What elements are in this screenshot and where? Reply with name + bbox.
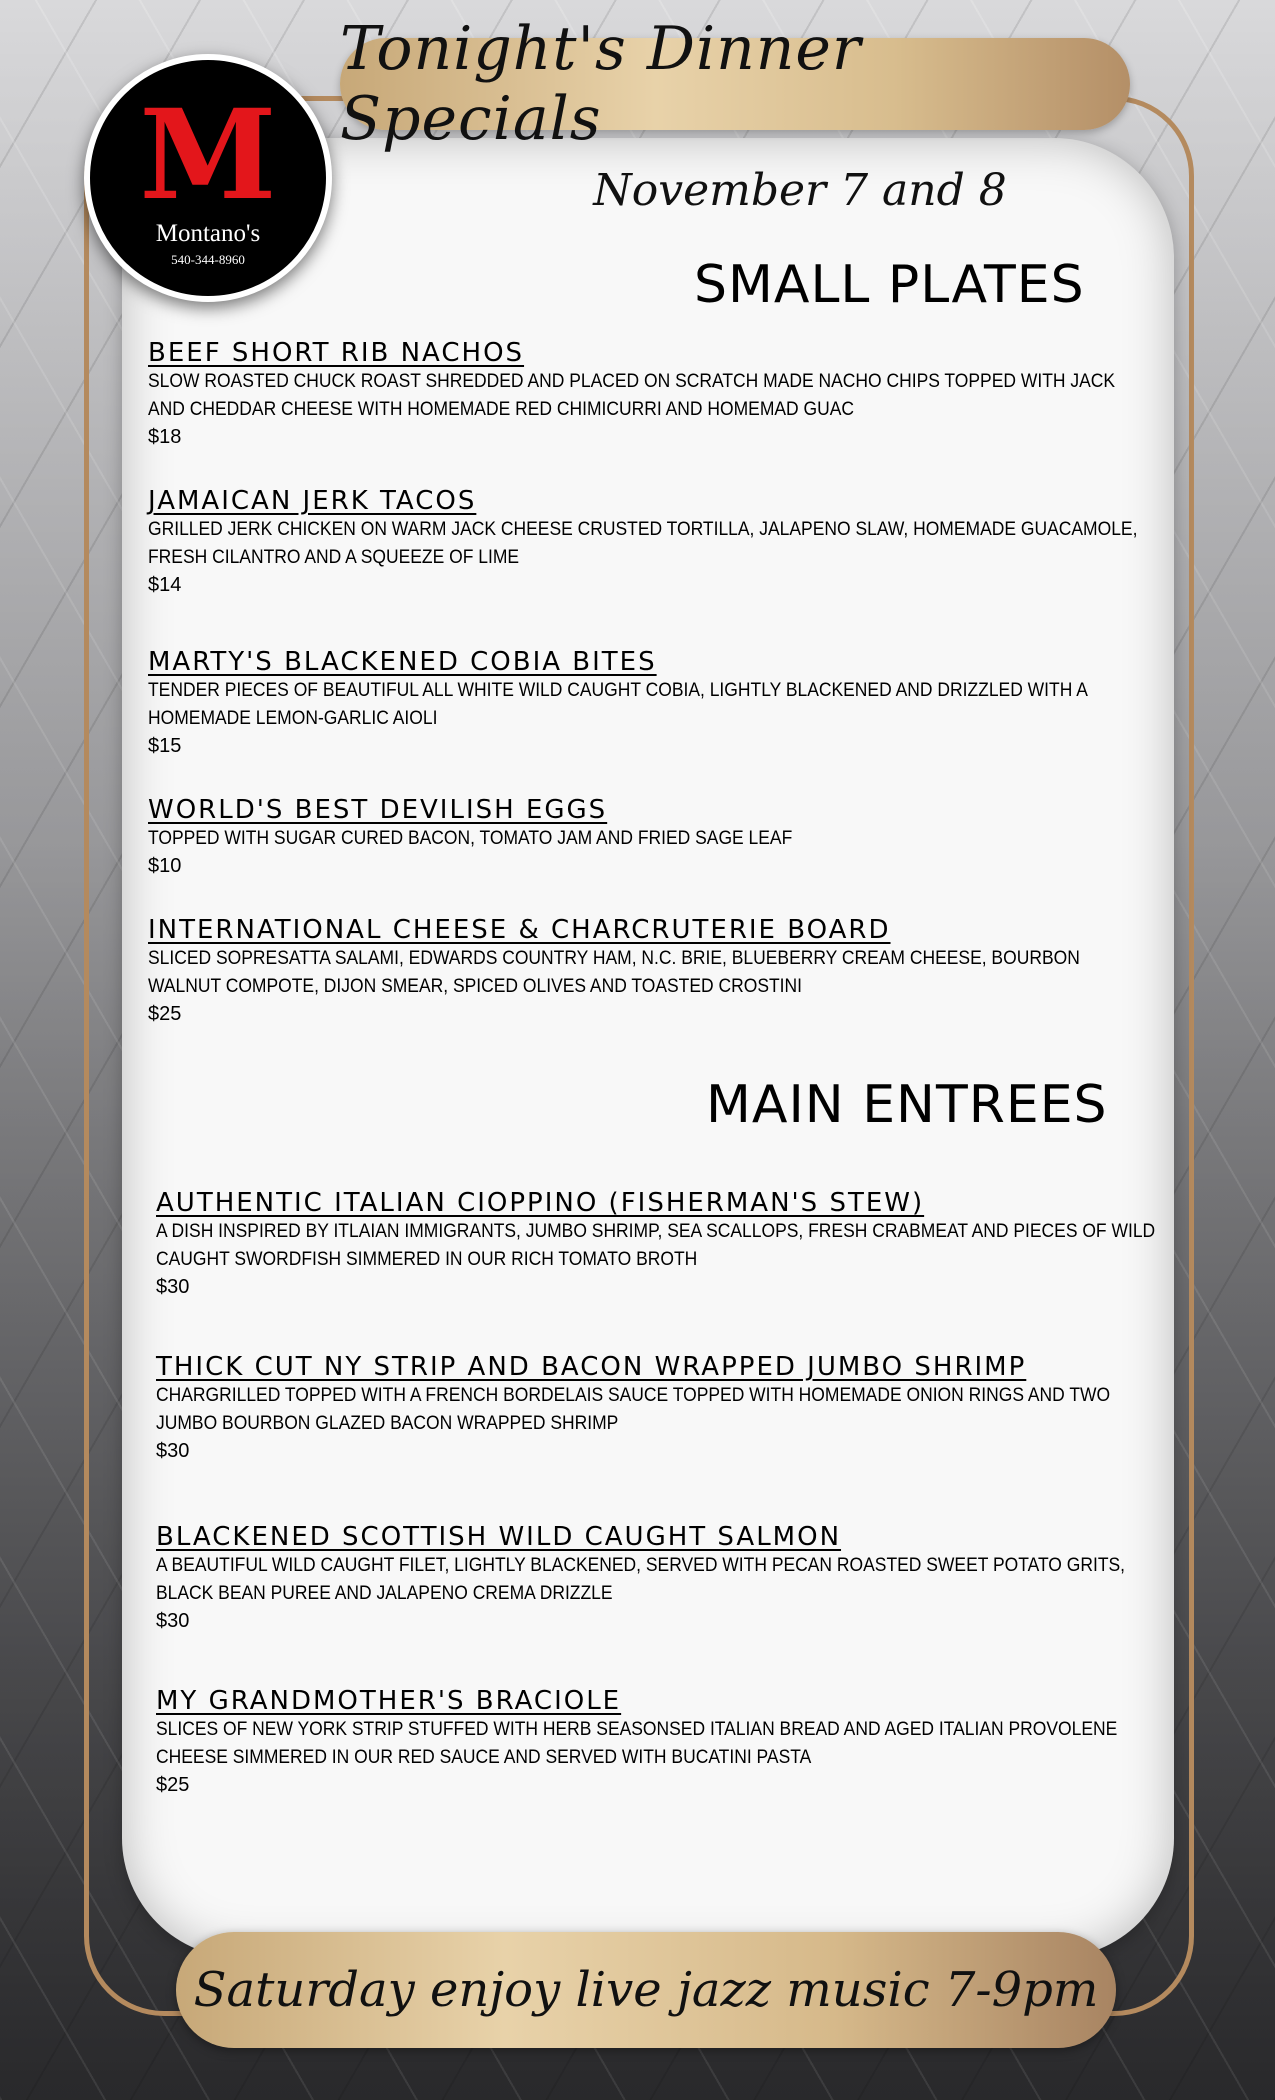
item-name: BLACKENED SCOTTISH WILD CAUGHT SALMON [156,1522,842,1552]
footer-text: Saturday enjoy live jazz music 7-9pm [193,1962,1099,2018]
item-description: SLOW ROASTED CHUCK ROAST SHREDDED AND PLACED ON SCRATCH MADE NACHO CHIPS TOPPED WITH JACK AND CHEDDAR CHEESE WITH HOMEMADE RED CHIMICURRI AND HOMEMAD GUAC [148,371,1116,420]
menu-item [148,338,1158,449]
item-name: MY GRANDMOTHER'S BRACIOLE [156,1686,622,1716]
footer-banner [176,1932,1116,2048]
item-price: $30 [156,1276,190,1298]
menu-item [156,1188,1166,1299]
item-price: $30 [156,1610,190,1632]
menu-item [148,795,1158,878]
item-description: TENDER PIECES OF BEAUTIFUL ALL WHITE WILD CAUGHT COBIA, LIGHTLY BLACKENED AND DRIZZLED WITH A HOMEMADE LEMON-GARLIC AIOLI [148,680,1087,729]
menu-item [156,1686,1166,1797]
menu-item [156,1352,1166,1463]
item-name: WORLD'S BEST DEVILISH EGGS [148,795,608,825]
item-description: A DISH INSPIRED BY ITLAIAN IMMIGRANTS, JUMBO SHRIMP, SEA SCALLOPS, FRESH CRABMEAT AND PIECES OF WILD CAUGHT SWORDFISH SIMMERED IN OUR RICH TOMATO BROTH [156,1221,1156,1270]
item-name: BEEF SHORT RIB NACHOS [148,338,525,368]
page-title: Tonight's Dinner Specials [340,14,862,154]
item-price: $18 [148,426,182,448]
menu-date: November 7 and 8 [593,165,1007,216]
item-description: A BEAUTIFUL WILD CAUGHT FILET, LIGHTLY BLACKENED, SERVED WITH PECAN ROASTED SWEET POTATO GRITS, BLACK BEAN PUREE AND JALAPENO CREMA DRIZZLE [156,1555,1126,1604]
item-price: $25 [148,1003,182,1025]
item-description: TOPPED WITH SUGAR CURED BACON, TOMATO JAM AND FRIED SAGE LEAF [148,828,793,849]
item-price: $10 [148,855,182,877]
menu-item [148,915,1158,1026]
item-name: AUTHENTIC ITALIAN CIOPPINO (FISHERMAN'S STEW) [156,1188,925,1218]
item-description: SLICED SOPRESATTA SALAMI, EDWARDS COUNTRY HAM, N.C. BRIE, BLUEBERRY CREAM CHEESE, BOURBON WALNUT COMPOTE, DIJON SMEAR, SPICED OLIVES AND TOASTED CROSTINI [148,948,1080,997]
item-description: CHARGRILLED TOPPED WITH A FRENCH BORDELAIS SAUCE TOPPED WITH HOMEMADE ONION RINGS AND TWO JUMBO BOURBON GLAZED BACON WRAPPED SHRIMP [156,1385,1111,1434]
section-heading-small-plates: SMALL PLATES [694,255,1085,315]
item-price: $14 [148,574,182,596]
item-name: MARTY'S BLACKENED COBIA BITES [148,647,657,677]
item-price: $25 [156,1774,190,1796]
item-price: $15 [148,735,182,757]
menu-item [148,486,1158,597]
section-heading-main-entrees: MAIN ENTREES [706,1075,1108,1135]
menu-item [148,647,1158,758]
logo-name: Montano's [155,220,261,247]
menu-item [156,1522,1166,1633]
item-name: JAMAICAN JERK TACOS [148,486,477,516]
item-description: GRILLED JERK CHICKEN ON WARM JACK CHEESE CRUSTED TORTILLA, JALAPENO SLAW, HOMEMADE GUACAMOLE, FRESH CILANTRO AND A SQUEEZE OF LIME [148,519,1138,568]
item-name: THICK CUT NY STRIP AND BACON WRAPPED JUMBO SHRIMP [156,1352,1027,1382]
title-banner [340,14,1130,154]
item-price: $30 [156,1440,190,1462]
item-description: SLICES OF NEW YORK STRIP STUFFED WITH HERB SEASONSED ITALIAN BREAD AND AGED ITALIAN PROVOLENE CHEESE SIMMERED IN OUR RED SAUCE AND SERVED WITH BUCATINI PASTA [156,1719,1118,1768]
logo-letter: M [139,83,277,228]
logo-phone: 540-344-8960 [171,252,245,267]
item-name: INTERNATIONAL CHEESE & CHARCRUTERIE BOARD [148,915,891,945]
restaurant-logo [84,54,332,302]
